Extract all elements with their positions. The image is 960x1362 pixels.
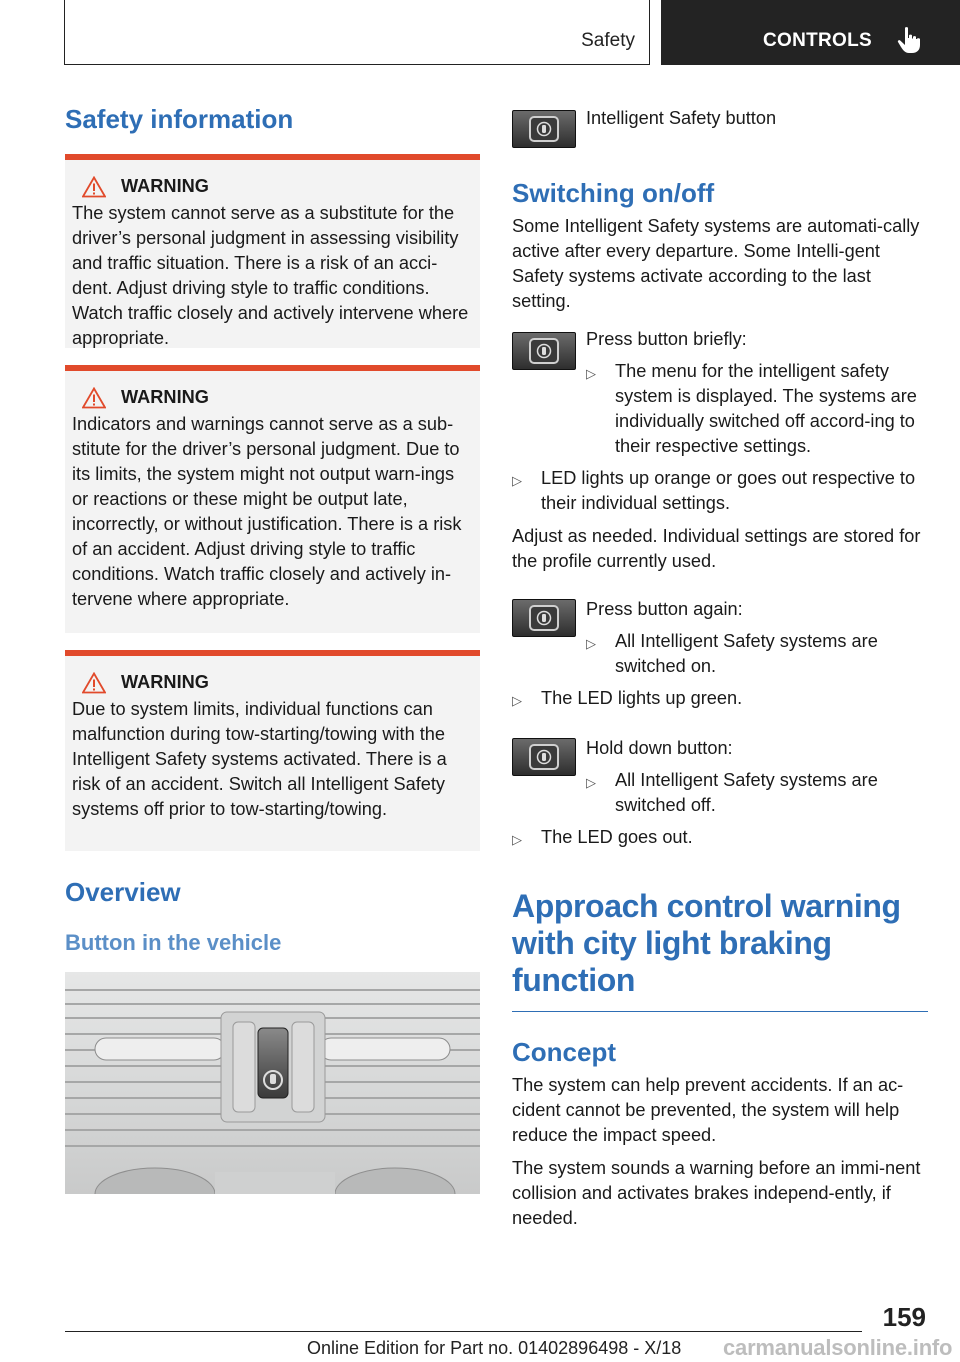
warning-text: The system cannot serve as a substitute for the driver’s personal judgment in assessing visibility and traffic situation. There is a risk of an acci-dent. Adjust driving style to traffic conditions. Watch traffic closely and actively intervene where appropriate. bbox=[72, 203, 469, 348]
approach-control-title: Approach control warning with city light braking function bbox=[512, 888, 901, 998]
page-number: 159 bbox=[882, 1302, 926, 1332]
vehicle-button-photo bbox=[65, 972, 480, 1194]
intelligent-safety-button-image bbox=[512, 110, 576, 148]
intelligent-safety-button-row bbox=[512, 110, 928, 148]
overview-title: Overview bbox=[65, 877, 181, 907]
warning-triangle-icon bbox=[82, 387, 106, 409]
bullet-triangle-icon: ▷ bbox=[512, 693, 522, 708]
list-item: ▷ The LED goes out. bbox=[512, 825, 928, 852]
warning-box-1 bbox=[65, 154, 480, 348]
button-in-vehicle-subtitle: Button in the vehicle bbox=[65, 930, 282, 955]
switching-intro-text: Some Intelligent Safety systems are automati-cally active after every departure. Some Intelli-gent Safety systems activate according to the last setting. bbox=[512, 216, 920, 311]
header-section-box bbox=[64, 0, 650, 65]
intelligent-safety-button-caption: Intelligent Safety button bbox=[586, 108, 777, 128]
hand-pointer-icon bbox=[897, 26, 921, 54]
press-again-row bbox=[512, 597, 928, 679]
footer-edition-text: Online Edition for Part no. 01402896498 - X/18 bbox=[307, 1338, 682, 1358]
footer-divider bbox=[65, 1331, 862, 1332]
dashboard-vents-illustration bbox=[65, 972, 480, 1194]
concept-paragraph-1: The system can help prevent accidents. If an ac-cident cannot be prevented, the system will help reduce the impact speed. bbox=[512, 1075, 904, 1145]
bullet-triangle-icon: ▷ bbox=[512, 473, 522, 488]
bullet-triangle-icon: ▷ bbox=[512, 832, 522, 847]
safety-information-title: Safety information bbox=[65, 104, 294, 134]
warning-label: WARNING bbox=[121, 387, 209, 407]
intelligent-safety-button-image bbox=[512, 332, 576, 370]
header-section-label: Safety bbox=[581, 30, 635, 51]
warning-text: Due to system limits, individual functions can malfunction during tow-starting/towing with the Intelligent Safety systems activated. There is a risk of an accident. Switch all Intelligent Safety systems off prior to tow-starting/towing. bbox=[72, 699, 447, 819]
left-column bbox=[65, 100, 480, 1194]
section-divider bbox=[512, 1011, 928, 1012]
bullet-triangle-icon: ▷ bbox=[586, 775, 596, 790]
adjust-text: Adjust as needed. Individual settings are stored for the profile currently used. bbox=[512, 526, 921, 571]
warning-triangle-icon bbox=[82, 176, 106, 198]
watermark: carmanualsonline.info bbox=[723, 1335, 953, 1360]
car-safety-icon bbox=[536, 121, 552, 137]
press-again-label: Press button again: bbox=[586, 599, 743, 619]
car-safety-icon bbox=[536, 610, 552, 626]
list-item: ▷ All Intelligent Safety systems are switched off. bbox=[586, 768, 928, 818]
intelligent-safety-button-image bbox=[512, 599, 576, 637]
right-column bbox=[512, 100, 928, 1231]
press-briefly-label: Press button briefly: bbox=[586, 329, 747, 349]
list-item: ▷ The LED lights up green. bbox=[512, 686, 928, 713]
warning-box-3 bbox=[65, 650, 480, 851]
car-safety-icon bbox=[536, 343, 552, 359]
switching-on-off-title: Switching on/off bbox=[512, 178, 715, 208]
header-chapter-tab bbox=[661, 0, 960, 65]
concept-title: Concept bbox=[512, 1037, 616, 1067]
concept-paragraph-2: The system sounds a warning before an immi-nent collision and activates brakes independ-ently, if needed. bbox=[512, 1158, 921, 1228]
warning-triangle-icon bbox=[82, 672, 106, 694]
list-item: ▷ All Intelligent Safety systems are switched on. bbox=[586, 629, 928, 679]
bullet-triangle-icon: ▷ bbox=[586, 636, 596, 651]
list-item: ▷ LED lights up orange or goes out respective to their individual settings. bbox=[512, 466, 928, 516]
hold-down-label: Hold down button: bbox=[586, 738, 733, 758]
warning-label: WARNING bbox=[121, 176, 209, 196]
hold-down-row bbox=[512, 736, 928, 818]
car-safety-icon bbox=[536, 749, 552, 765]
warning-text: Indicators and warnings cannot serve as a sub-stitute for the driver’s personal judgment. Due to its limits, the system might not output warn-ings or reactions or these might be output late, incorrectly, or without justification. There is a risk of an accident. Adjust driving style to traffic conditions. Watch traffic closely and actively in-tervene where appropriate. bbox=[72, 414, 462, 609]
press-briefly-row bbox=[512, 327, 928, 459]
intelligent-safety-button-image bbox=[512, 738, 576, 776]
warning-box-2 bbox=[65, 365, 480, 633]
list-item: ▷ The menu for the intelligent safety system is displayed. The systems are individually switched off accord-ing to their respective settings. bbox=[586, 359, 928, 459]
bullet-triangle-icon: ▷ bbox=[586, 366, 596, 381]
warning-label: WARNING bbox=[121, 672, 209, 692]
header-chapter-label: CONTROLS bbox=[763, 30, 873, 51]
